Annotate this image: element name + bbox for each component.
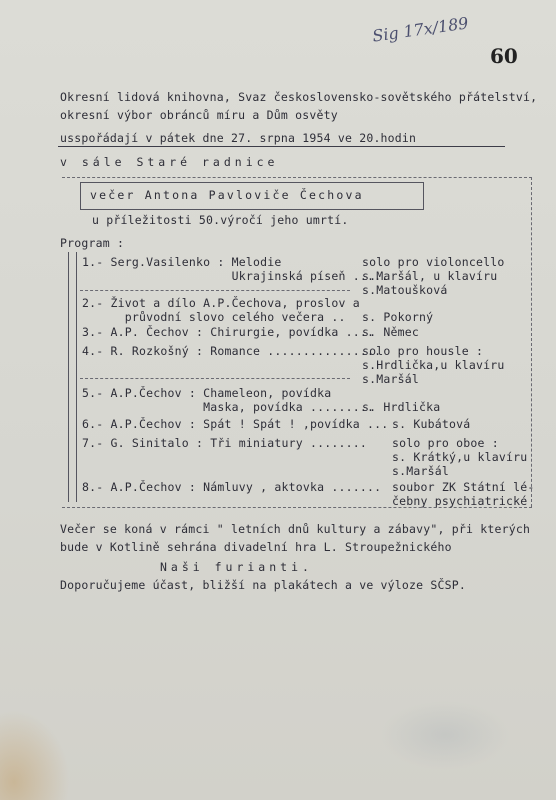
footer-line-2: bude v Kotlině sehrána divadelní hra L. Stroupežnického [60, 540, 452, 554]
program-item-1-line-1: 1.- Serg.Vasilenko : Melodie [82, 255, 282, 269]
program-item-7-performer-1: solo pro oboe : [392, 436, 499, 450]
program-item-1-performer-2: s.Maršál, u klavíru [362, 269, 498, 283]
program-item-8-performer-2: čebny psychiatrické [392, 494, 528, 508]
footer-line-3: Naši furianti. [160, 560, 313, 574]
program-rule-inner [76, 252, 77, 502]
footer-line-1: Večer se koná v rámci " letních dnů kultury a zábavy", při kterých [60, 522, 531, 536]
program-frame-right [531, 177, 532, 507]
paper-stain [0, 710, 70, 800]
faded-stamp [380, 700, 510, 770]
program-item-4-performer-3: s.Maršál [362, 372, 419, 386]
program-item-3-performer-1: s. Němec [362, 325, 419, 339]
program-item-7-performer-2: s. Krátký,u klavíru [392, 450, 528, 464]
divider-1 [80, 290, 350, 291]
program-item-7-line-1: 7.- G. Sinitalo : Tři miniatury ........ [82, 436, 367, 450]
program-item-6-line-1: 6.- A.P.Čechov : Spát ! Spát ! ,povídka ... [82, 417, 389, 431]
program-item-1-performer-3: s.Matoušková [362, 283, 448, 297]
program-item-8-performer-1: soubor ZK Státní lé- [392, 480, 535, 494]
program-rule-left [68, 252, 69, 502]
program-item-8-line-1: 8.- A.P.Čechov : Námluvy , aktovka ....... [82, 480, 382, 494]
header-line-4: v sále Staré radnice [60, 155, 279, 169]
program-label: Program : [60, 236, 125, 250]
event-title: večer Antona Pavloviče Čechova [90, 188, 364, 202]
header-line-3: usspořádají v pátek dne 27. srpna 1954 ve 20.hodin [60, 131, 417, 145]
divider-2 [80, 378, 350, 379]
header-line-1: Okresní lidová knihovna, Svaz československo-sovětského přátelství, [60, 90, 538, 104]
program-item-4-line-1: 4.- R. Rozkošný : Romance ................ [82, 344, 382, 358]
event-subtitle: u příležitosti 50.výročí jeho umrtí. [92, 213, 349, 227]
program-item-5-line-1: 5.- A.P.Čechov : Chameleon, povídka [82, 386, 332, 400]
program-item-2-performer-2: s. Pokorný [362, 310, 434, 324]
program-item-1-performer-1: solo pro violoncello [362, 255, 505, 269]
program-item-7-performer-3: s.Maršál [392, 464, 449, 478]
header-line-2: okresní výbor obránců míru a Dům osvěty [60, 108, 338, 122]
header-underline [58, 146, 505, 147]
program-item-6-performer-1: s. Kubátová [392, 417, 471, 431]
handwritten-reference: Sig 17x/189 [371, 13, 470, 46]
program-item-3-line-1: 3.- A.P. Čechov : Chirurgie, povídka .... [82, 325, 375, 339]
program-frame-top [62, 177, 532, 178]
program-item-5-line-2: Maska, povídka ......... [82, 400, 375, 414]
program-item-4-performer-1: solo pro housle : [362, 344, 484, 358]
program-item-1-line-2: Ukrajinská píseň ..... [82, 269, 389, 283]
program-item-5-performer-2: s. Hrdlička [362, 400, 441, 414]
page-number: 60 [490, 44, 518, 68]
program-item-4-performer-2: s.Hrdlička,u klavíru [362, 358, 505, 372]
footer-line-4: Doporučujeme účast, bližší na plakátech a ve výloze SČSP. [60, 578, 467, 592]
program-item-2-line-1: 2.- Život a dílo A.P.Čechova, proslov a [82, 296, 360, 310]
program-item-2-line-2: průvodní slovo celého večera .. [82, 310, 346, 324]
